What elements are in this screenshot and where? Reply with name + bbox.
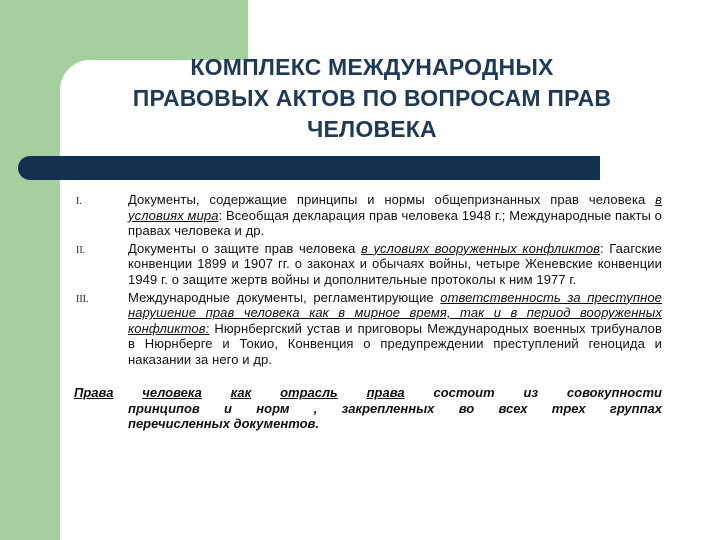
list-marker: I. xyxy=(76,196,82,207)
summary-text: состоит из совокупности xyxy=(404,385,662,400)
summary-text xyxy=(113,385,142,400)
item-emphasis: в условиях мира xyxy=(128,192,662,223)
item-text: : Гаагские конвенции 1899 и 1907 гг. о законах и обычаях войны, четыре Женевские конвенции 1949 г. о защите жертв войны и дополнительные протоколы к ним 1977 г. xyxy=(128,240,662,287)
list-item-text xyxy=(128,290,662,368)
list-item-text xyxy=(128,192,662,239)
summary-text xyxy=(202,385,231,400)
summary-emphasis: как xyxy=(230,385,252,400)
item-text: Документы о защите прав человека xyxy=(128,240,362,256)
list-item xyxy=(74,241,662,288)
list-marker: II. xyxy=(76,244,86,256)
item-text: : Всеобщая декларация прав человека 1948 г.; Международные пакты о правах человека и др. xyxy=(128,207,662,239)
summary-emphasis: Права xyxy=(74,385,114,400)
title-line: КОМПЛЕКС МЕЖДУНАРОДНЫХ xyxy=(190,54,554,80)
list-item xyxy=(74,290,662,368)
summary-line: перечисленных документов. xyxy=(128,416,320,432)
slide-title xyxy=(60,52,684,145)
item-text: Международные документы, регламентирующие xyxy=(128,289,441,305)
list-marker: III. xyxy=(76,293,89,305)
summary-text xyxy=(251,385,280,400)
item-emphasis: в условиях вооруженных конфликтов xyxy=(361,240,601,256)
summary-statement xyxy=(74,385,662,432)
list-item xyxy=(74,192,662,239)
title-line: ЧЕЛОВЕКА xyxy=(307,116,437,142)
item-text: Нюрнбергский устав и приговоры Международных военных трибуналов в Нюрнберге и Токио, Конвенция о предупреждении преступлений геноцида и наказании за него и др. xyxy=(128,320,662,367)
summary-emphasis: человека xyxy=(142,385,202,400)
summary-text xyxy=(338,385,367,400)
summary-emphasis: права xyxy=(366,385,405,400)
summary-emphasis: отрасль xyxy=(280,385,338,400)
document-groups-list xyxy=(74,192,662,368)
title-line: ПРАВОВЫХ АКТОВ ПО ВОПРОСАМ ПРАВ xyxy=(132,85,612,111)
item-text: Документы, содержащие принципы и нормы общепризнанных прав человека xyxy=(128,192,656,207)
item-emphasis: ответственность за преступное нарушение прав человека как в мирное время, так и в период вооруженных конфликтов: xyxy=(128,289,662,336)
list-item-text xyxy=(128,241,662,288)
summary-line: принципов и норм , закрепленных во всех трех группах xyxy=(128,400,662,416)
title-divider-bar xyxy=(18,156,600,180)
